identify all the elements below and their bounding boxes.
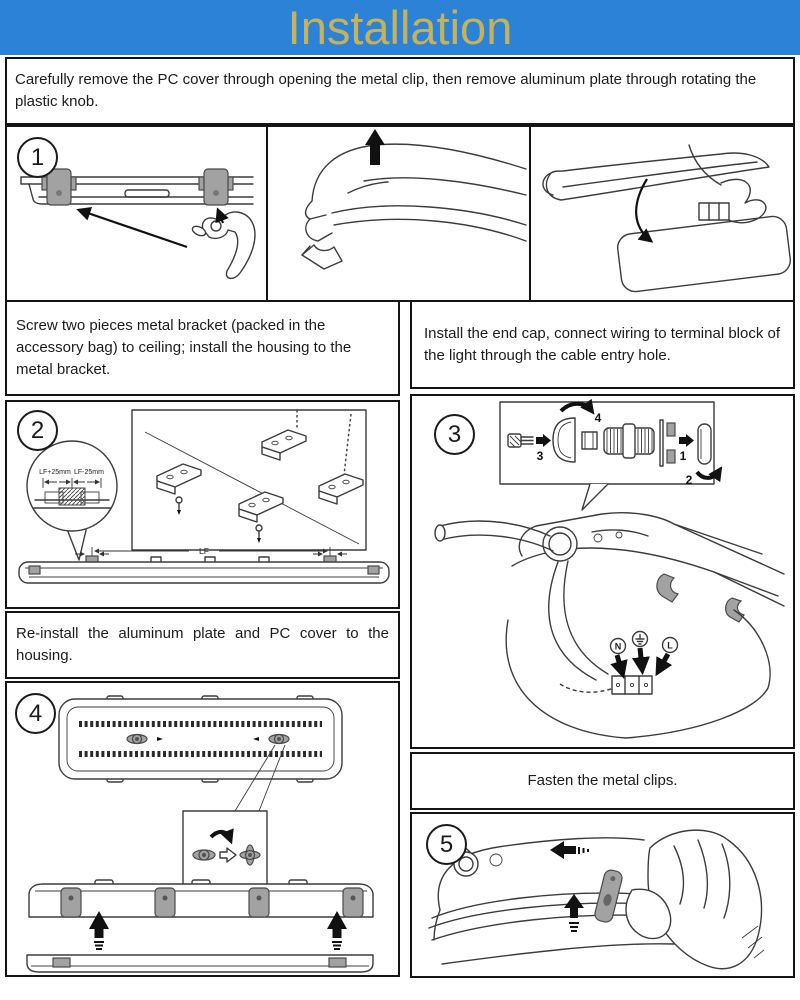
intro-instruction-text: Carefully remove the PC cover through opening the metal clip, then remove aluminum plate through rotating the plastic knob.	[15, 71, 757, 110]
page-title: Installation	[287, 1, 513, 54]
wire	[549, 562, 596, 680]
plastic-knob	[269, 735, 289, 744]
cable-gland-inset	[500, 402, 719, 487]
step1-plate-rotate-illustration	[531, 127, 793, 300]
fixture-side-view	[19, 546, 389, 583]
step4-instruction-text: Re-install the aluminum plate and PC cover to the housing.	[16, 625, 389, 664]
dimension-label-lf: LF	[199, 546, 209, 556]
gland-body	[604, 424, 654, 458]
bracket-mounting-inset	[132, 410, 366, 550]
press-up-arrow	[564, 894, 584, 931]
metal-clip	[343, 888, 363, 917]
aluminum-plate	[616, 215, 792, 293]
pc-cover-side-view	[27, 955, 373, 972]
wire-insert-arrow	[617, 655, 622, 672]
wire	[564, 561, 608, 674]
step1-panel-cover-lift	[266, 125, 531, 302]
part-number-1: 1	[679, 449, 687, 463]
metal-clip	[155, 888, 175, 917]
step5-instruction-box	[410, 752, 795, 810]
bracket-detail-zoom	[27, 441, 117, 560]
plastic-knob	[127, 735, 147, 744]
latch-plate	[125, 190, 169, 197]
fixture-end-cap	[435, 513, 784, 622]
metal-clip-right	[199, 169, 233, 205]
gland-seal	[582, 432, 597, 449]
led-plate-top-view	[59, 696, 342, 782]
power-cable	[435, 525, 445, 541]
arrow-to-left-clip	[79, 210, 187, 247]
terminal-block	[699, 203, 729, 220]
press-left-arrow	[550, 841, 588, 859]
step2-brackets-illustration	[7, 402, 398, 607]
hanging-clip	[657, 574, 678, 602]
step2-instruction-text: Screw two pieces metal bracket (packed in the accessory bag) to ceiling; install the housing to the metal bracket.	[16, 317, 352, 378]
header	[0, 0, 800, 55]
step3-panel	[410, 394, 795, 749]
step4-instruction-box	[5, 611, 400, 679]
zoom-label-lf-plus: LF+25mm	[39, 469, 71, 476]
zoom-label-lf-minus: LF-25mm	[74, 469, 104, 476]
step1-number-badge: 1	[17, 137, 58, 178]
step2-instruction-box	[5, 300, 400, 396]
terminal-label-live	[663, 638, 678, 653]
intro-instruction-box	[5, 57, 795, 125]
step4-reassembly-illustration	[7, 683, 398, 975]
end-plug	[698, 424, 711, 464]
wire-insert-arrow	[659, 654, 668, 670]
step4-number-badge: 4	[15, 693, 56, 734]
part-number-3: 3	[536, 449, 544, 463]
step2-number-badge: 2	[17, 410, 58, 451]
metal-clip	[249, 888, 269, 917]
knob-unlocked	[193, 850, 215, 860]
wire-insert-arrow	[640, 648, 642, 668]
terminal-label-neutral	[611, 639, 626, 654]
svg-text:N: N	[614, 641, 622, 652]
step5-number-badge: 5	[426, 824, 467, 865]
step1-cover-lift-illustration	[268, 127, 529, 300]
housing-trough	[546, 153, 769, 200]
part-number-2: 2	[685, 473, 693, 487]
step1-panel-clips	[5, 125, 268, 302]
step1-panel-plate-rotate	[529, 125, 795, 302]
step2-panel	[5, 400, 400, 609]
housing-side-view	[29, 880, 373, 917]
step3-number-badge: 3	[434, 414, 475, 455]
lift-up-arrow	[365, 129, 385, 165]
step5-fasten-clips-illustration	[412, 814, 793, 976]
step5-instruction-text: Fasten the metal clips.	[527, 772, 678, 790]
part-number-4: 4	[594, 411, 602, 425]
step5-panel	[410, 812, 795, 978]
step3-instruction-box	[410, 300, 795, 389]
aluminum-plate-outline	[506, 610, 770, 738]
step3-instruction-text: Install the end cap, connect wiring to terminal block of the light through the cable entry hole.	[424, 324, 781, 364]
svg-text:L: L	[667, 640, 673, 651]
lock-nut	[667, 450, 675, 463]
step4-panel	[5, 681, 400, 977]
hand	[626, 830, 764, 969]
earth-ground-icon	[633, 632, 648, 647]
metal-clip	[61, 888, 81, 917]
lock-nut	[667, 423, 675, 436]
terminal-block	[612, 676, 652, 694]
